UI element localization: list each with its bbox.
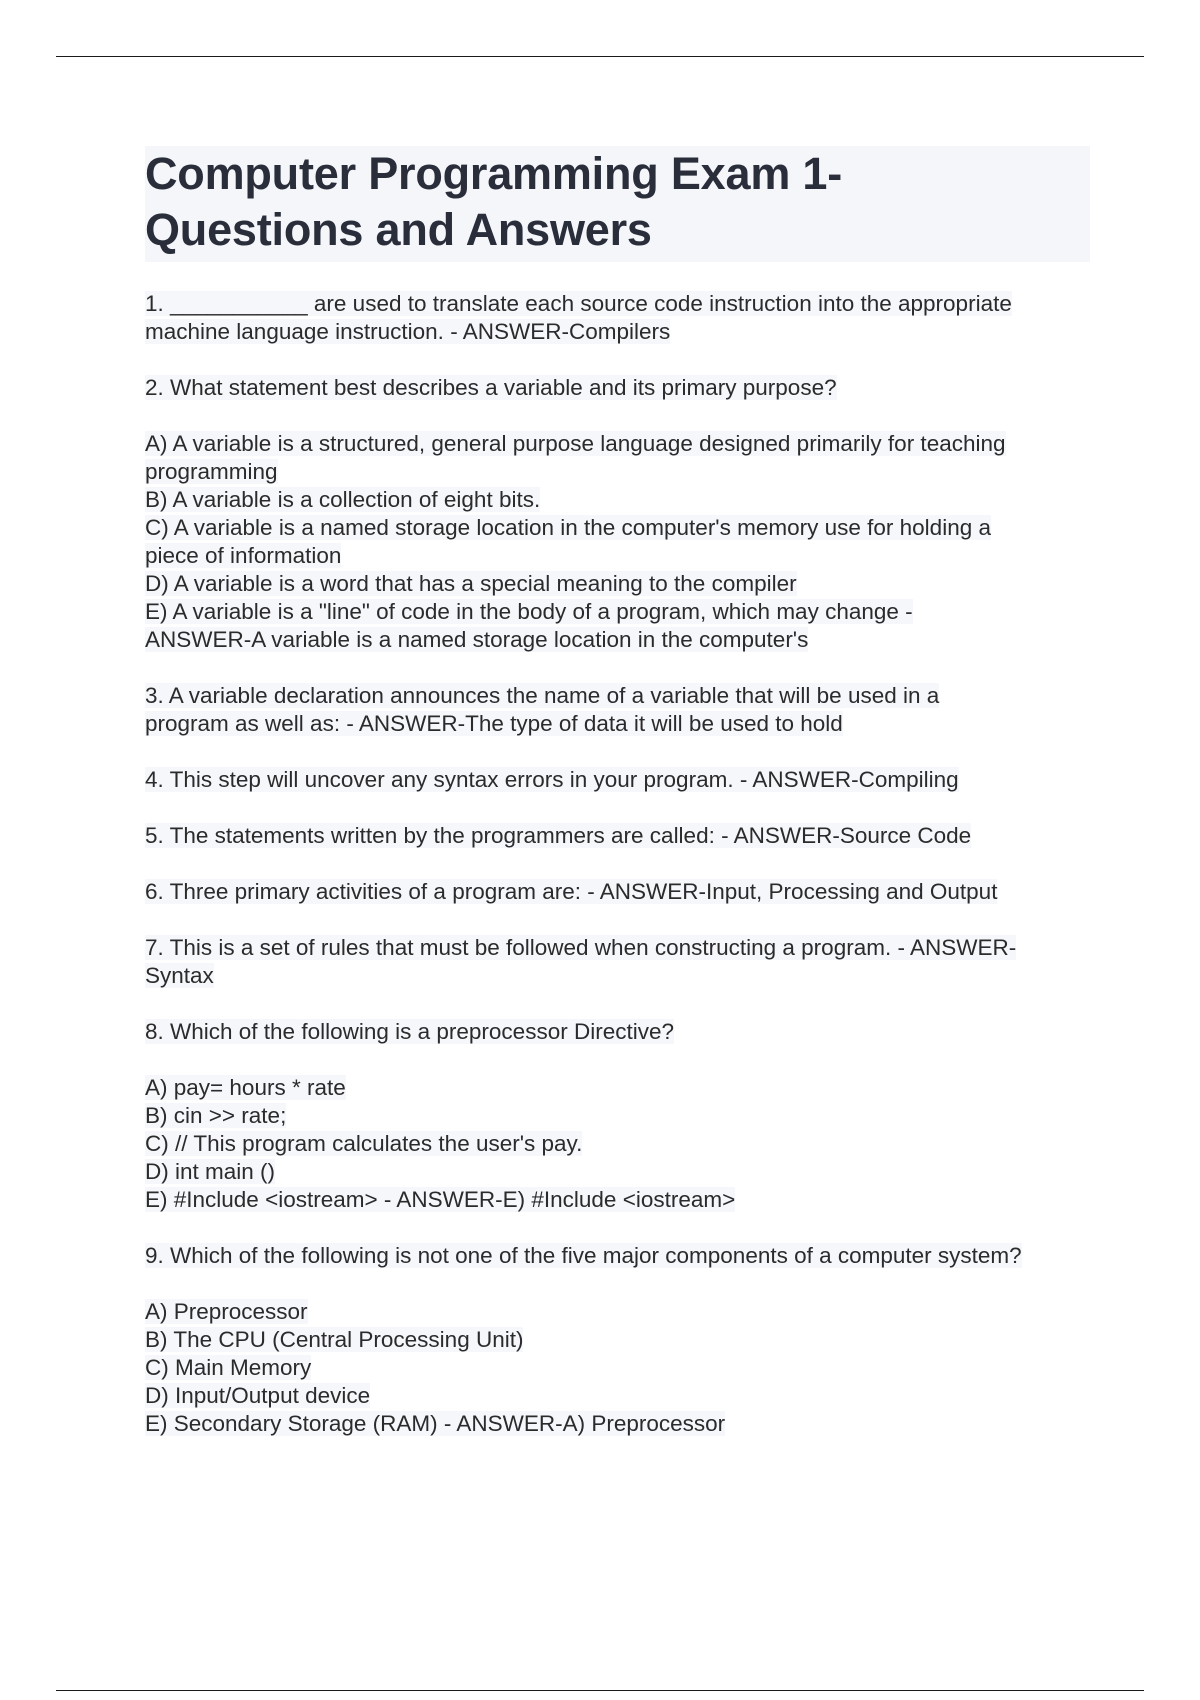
qa-block xyxy=(145,822,1090,850)
line-text: E) A variable is a "line" of code in the body of a program, which may change - xyxy=(145,599,913,624)
line-text: ANSWER-A variable is a named storage location in the computer's xyxy=(145,627,809,652)
text-line xyxy=(145,542,1090,570)
qa-block xyxy=(145,1018,1090,1046)
line-text: C) Main Memory xyxy=(145,1355,312,1380)
line-text: machine language instruction. - ANSWER-Compilers xyxy=(145,319,671,344)
qa-block xyxy=(145,430,1090,654)
text-line xyxy=(145,570,1090,598)
line-text: 2. What statement best describes a variable and its primary purpose? xyxy=(145,375,837,400)
line-text: B) The CPU (Central Processing Unit) xyxy=(145,1327,524,1352)
text-line xyxy=(145,962,1090,990)
text-line xyxy=(145,458,1090,486)
text-line xyxy=(145,290,1090,318)
line-text: Syntax xyxy=(145,963,214,988)
qa-block xyxy=(145,1242,1090,1270)
qa-block xyxy=(145,934,1090,990)
title-band xyxy=(145,146,1090,262)
line-text: A) pay= hours * rate xyxy=(145,1075,346,1100)
qa-list xyxy=(145,290,1090,1438)
text-line xyxy=(145,934,1090,962)
document-body xyxy=(145,146,1090,1466)
text-line xyxy=(145,1410,1090,1438)
text-line xyxy=(145,1018,1090,1046)
text-line xyxy=(145,878,1090,906)
qa-block xyxy=(145,374,1090,402)
text-line xyxy=(145,1186,1090,1214)
text-line xyxy=(145,710,1090,738)
line-text: 1. ___________ are used to translate each source code instruction into the appropriate xyxy=(145,291,1012,316)
text-line xyxy=(145,598,1090,626)
line-text: 9. Which of the following is not one of the five major components of a computer system? xyxy=(145,1243,1022,1268)
text-line xyxy=(145,1130,1090,1158)
text-line xyxy=(145,318,1090,346)
title-line: Questions and Answers xyxy=(145,204,652,255)
qa-block xyxy=(145,1298,1090,1438)
line-text: 6. Three primary activities of a program are: - ANSWER-Input, Processing and Output xyxy=(145,879,998,904)
line-text: C) A variable is a named storage location in the computer's memory use for holding a xyxy=(145,515,991,540)
line-text: A) Preprocessor xyxy=(145,1299,308,1324)
text-line xyxy=(145,374,1090,402)
text-line xyxy=(145,626,1090,654)
line-text: 8. Which of the following is a preprocessor Directive? xyxy=(145,1019,674,1044)
line-text: E) #Include <iostream> - ANSWER-E) #Include <iostream> xyxy=(145,1187,736,1212)
line-text: D) Input/Output device xyxy=(145,1383,371,1408)
top-rule xyxy=(56,56,1144,57)
line-text: C) // This program calculates the user's pay. xyxy=(145,1131,583,1156)
qa-block xyxy=(145,290,1090,346)
line-text: A) A variable is a structured, general purpose language designed primarily for teaching xyxy=(145,431,1006,456)
text-line xyxy=(145,514,1090,542)
title-line: Computer Programming Exam 1- xyxy=(145,148,843,199)
bottom-rule xyxy=(56,1690,1144,1691)
text-line xyxy=(145,822,1090,850)
text-line xyxy=(145,766,1090,794)
text-line xyxy=(145,1298,1090,1326)
text-line xyxy=(145,1326,1090,1354)
text-line xyxy=(145,430,1090,458)
line-text: 3. A variable declaration announces the name of a variable that will be used in a xyxy=(145,683,940,708)
text-line xyxy=(145,1074,1090,1102)
text-line xyxy=(145,682,1090,710)
text-line xyxy=(145,1102,1090,1130)
line-text: B) cin >> rate; xyxy=(145,1103,287,1128)
page-title xyxy=(145,146,1086,258)
line-text: 7. This is a set of rules that must be followed when constructing a program. - ANSWER- xyxy=(145,935,1017,960)
text-line xyxy=(145,1242,1090,1270)
line-text: 5. The statements written by the programmers are called: - ANSWER-Source Code xyxy=(145,823,972,848)
line-text: E) Secondary Storage (RAM) - ANSWER-A) Preprocessor xyxy=(145,1411,726,1436)
qa-block xyxy=(145,1074,1090,1214)
text-line xyxy=(145,486,1090,514)
qa-block xyxy=(145,766,1090,794)
line-text: 4. This step will uncover any syntax errors in your program. - ANSWER-Compiling xyxy=(145,767,959,792)
text-line xyxy=(145,1354,1090,1382)
line-text: programming xyxy=(145,459,278,484)
line-text: B) A variable is a collection of eight bits. xyxy=(145,487,541,512)
line-text: D) A variable is a word that has a special meaning to the compiler xyxy=(145,571,797,596)
text-line xyxy=(145,1158,1090,1186)
line-text: D) int main () xyxy=(145,1159,276,1184)
text-line xyxy=(145,1382,1090,1410)
qa-block xyxy=(145,878,1090,906)
line-text: program as well as: - ANSWER-The type of data it will be used to hold xyxy=(145,711,843,736)
line-text: piece of information xyxy=(145,543,342,568)
qa-block xyxy=(145,682,1090,738)
